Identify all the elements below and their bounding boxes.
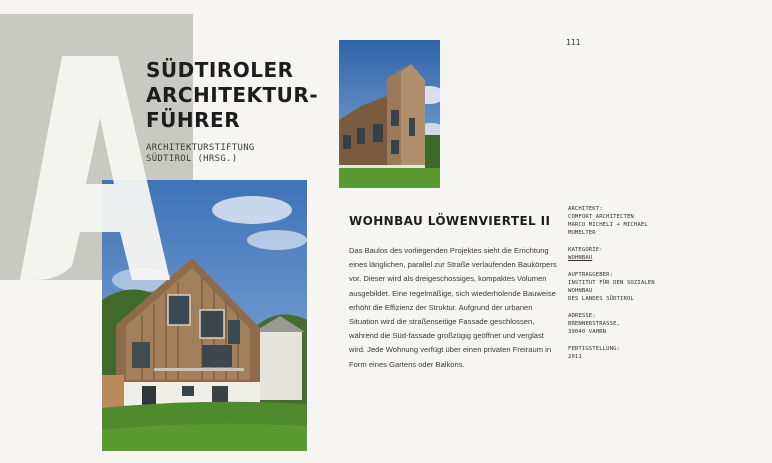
meta-label: AUFTRAGGEBER: <box>568 272 614 278</box>
article-title: WOHNBAU LÖWENVIERTEL II <box>349 214 551 228</box>
meta-address <box>568 312 678 336</box>
building-photo-small <box>339 40 440 188</box>
meta-value: 2011 <box>568 354 582 360</box>
meta-architect <box>568 205 678 237</box>
meta-client <box>568 271 678 303</box>
article-body: Das Baulos des vorliegenden Projektes sieht die Errichtung eines länglichen, parallel zur Straße verlaufenden Baukörpers vor. Dieser wird als dreigeschossiges, kompaktes Volumen ausgebildet. Eine regelmäßige, sich wiederholende Bauweise erhöht die Effizienz der Struktur. Aufgrund der urbanen Situation wird die straßenseitige Fassade geschlossen, während die Süd-fassade großzügig geöffnet und verglast wird. Jede Wohnung verfügt über einen privaten Freiraum in Form eines Gartens oder Balkons. <box>349 246 557 369</box>
project-metadata <box>568 205 678 370</box>
book-publisher: ARCHITEKTURSTIFTUNG SÜDTIROL (HRSG.) <box>146 143 255 164</box>
meta-completion <box>568 345 678 361</box>
meta-value: COMFORT_ARCHITECTEN MARCO MICHELI + MICHAEL MUMELTER <box>568 214 648 236</box>
category-link[interactable]: WOHNBAU <box>568 255 593 261</box>
meta-value: BRENNERSTRASSE, 39040 VAHRN <box>568 321 621 335</box>
meta-label: FERTIGSTELLUNG: <box>568 346 621 352</box>
meta-label: KATEGORIE: <box>568 247 603 253</box>
meta-category <box>568 246 678 262</box>
book-title: SÜDTIROLER ARCHITEKTUR- FÜHRER <box>146 58 319 132</box>
meta-value: INSTITUT FÜR DEN SOZIALEN WOHNBAU DES LANDES SÜDTIROL <box>568 280 655 302</box>
page-number: 111 <box>566 38 581 47</box>
meta-label: ADRESSE: <box>568 313 596 319</box>
meta-label: ARCHITEKT: <box>568 206 603 212</box>
